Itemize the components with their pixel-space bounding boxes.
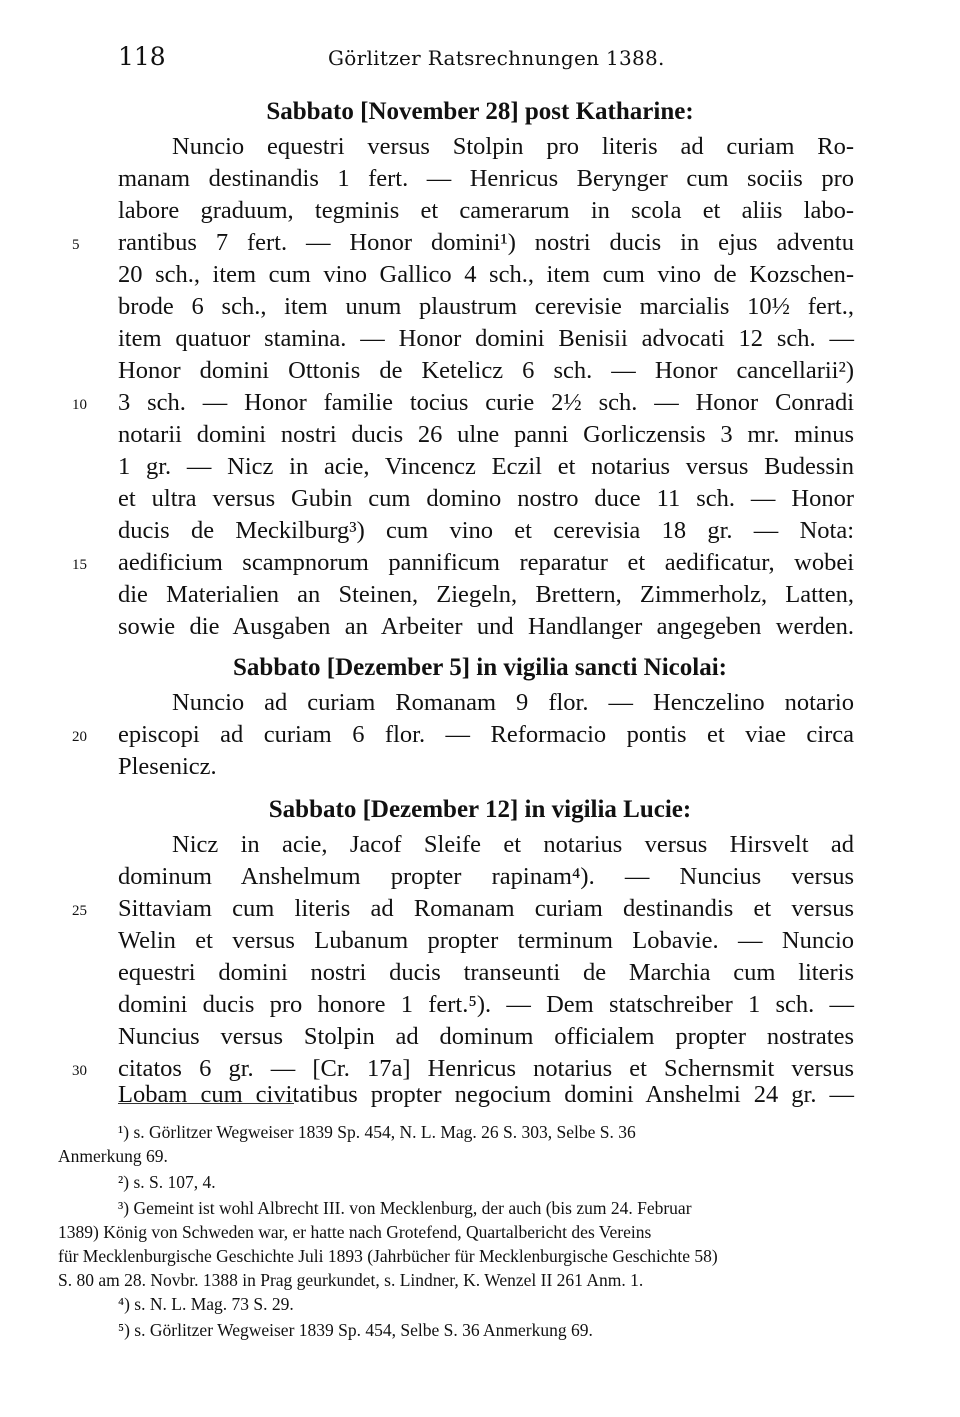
- text-line: et ultra versus Gubin cum domino nostro duce 11 sch. — Honor: [118, 485, 854, 512]
- footnote: ³) Gemeint ist wohl Albrecht III. von Mecklenburg, der auch (bis zum 24. Februar: [118, 1198, 692, 1218]
- text-line: Lobam cum civitatibus propter negocium domini Anshelmi 24 gr. —: [118, 1081, 854, 1108]
- line-number: 15: [72, 557, 87, 573]
- page-number: 118: [118, 42, 166, 71]
- text-line: ducis de Meckilburg³) cum vino et cerevisia 18 gr. — Nota:: [118, 517, 854, 544]
- text-line: episcopi ad curiam 6 flor. — Reformacio pontis et viae circa: [118, 721, 854, 748]
- text-line: domini ducis pro honore 1 fert.⁵). — Dem statschreiber 1 sch. —: [118, 991, 854, 1018]
- text-line: Welin et versus Lubanum propter terminum Lobavie. — Nuncio: [118, 927, 854, 954]
- text-line: rantibus 7 fert. — Honor domini¹) nostri ducis in ejus adventu: [118, 229, 854, 256]
- footnote-separator: [118, 1103, 294, 1104]
- text-line: Honor domini Ottonis de Ketelicz 6 sch. — Honor cancellarii²): [118, 357, 854, 384]
- footnote: Anmerkung 69.: [58, 1146, 168, 1166]
- text-line: brode 6 sch., item unum plaustrum cerevisie marcialis 10½ fert.,: [118, 293, 854, 320]
- text-line: sowie die Ausgaben an Arbeiter und Handlanger angegeben werden.: [118, 613, 854, 640]
- footnote: ⁵) s. Görlitzer Wegweiser 1839 Sp. 454, Selbe S. 36 Anmerkung 69.: [118, 1320, 593, 1340]
- text-line: 3 sch. — Honor familie tocius curie 2½ sch. — Honor Conradi: [118, 389, 854, 416]
- page-header: [118, 42, 858, 72]
- text-line: aedificium scampnorum pannificum reparatur et aedificatur, wobei: [118, 549, 854, 576]
- line-number: 5: [72, 237, 80, 253]
- footnote: ¹) s. Görlitzer Wegweiser 1839 Sp. 454, N. L. Mag. 26 S. 303, Selbe S. 36: [118, 1122, 636, 1142]
- footnote: ⁴) s. N. L. Mag. 73 S. 29.: [118, 1294, 294, 1314]
- text-line: Nuncio equestri versus Stolpin pro literis ad curiam Ro-: [172, 133, 854, 160]
- section-heading-november-28: Sabbato [November 28] post Katharine:: [266, 98, 694, 125]
- text-line: item quatuor stamina. — Honor domini Benisii advocati 12 sch. —: [118, 325, 854, 352]
- text-line: 1 gr. — Nicz in acie, Vincencz Eczil et notarius versus Budessin: [118, 453, 854, 480]
- line-number: 25: [72, 903, 87, 919]
- text-line: manam destinandis 1 fert. — Henricus Berynger cum sociis pro: [118, 165, 854, 192]
- text-line: equestri domini nostri ducis transeunti de Marchia cum literis: [118, 959, 854, 986]
- text-line: Sittaviam cum literis ad Romanam curiam destinandis et versus: [118, 895, 854, 922]
- text-line: Nicz in acie, Jacof Sleife et notarius versus Hirsvelt ad: [172, 831, 854, 858]
- running-title: Görlitzer Ratsrechnungen 1388.: [328, 46, 665, 70]
- text-line: notarii domini nostri ducis 26 ulne panni Gorliczensis 3 mr. minus: [118, 421, 854, 448]
- text-line: dominum Anshelmum propter rapinam⁴). — Nuncius versus: [118, 863, 854, 890]
- line-number: 30: [72, 1063, 87, 1079]
- footnote: ²) s. S. 107, 4.: [118, 1172, 216, 1192]
- text-line: labore graduum, tegminis et camerarum in scola et aliis labo-: [118, 197, 854, 224]
- text-line: 20 sch., item cum vino Gallico 4 sch., item cum vino de Kozschen-: [118, 261, 854, 288]
- text-line: Nuncio ad curiam Romanam 9 flor. — Henczelino notario: [172, 689, 854, 716]
- footnote: S. 80 am 28. Novbr. 1388 in Prag geurkundet, s. Lindner, K. Wenzel II 261 Anm. 1.: [58, 1270, 644, 1290]
- line-number: 20: [72, 729, 87, 745]
- section-heading-dezember-5: Sabbato [Dezember 5] in vigilia sancti Nicolai:: [233, 654, 727, 681]
- text-line: citatos 6 gr. — [Cr. 17a] Henricus notarius et Schernsmit versus: [118, 1055, 854, 1082]
- text-line: Nuncius versus Stolpin ad dominum officialem propter nostrates: [118, 1023, 854, 1050]
- text-line: die Materialien an Steinen, Ziegeln, Brettern, Zimmerholz, Latten,: [118, 581, 854, 608]
- text-line: Plesenicz.: [118, 753, 217, 780]
- line-number: 10: [72, 397, 87, 413]
- footnote: für Mecklenburgische Geschichte Juli 1893 (Jahrbücher für Mecklenburgische Geschichte 58): [58, 1246, 718, 1266]
- section-heading-dezember-12: Sabbato [Dezember 12] in vigilia Lucie:: [268, 796, 692, 823]
- footnote: 1389) König von Schweden war, er hatte nach Grotefend, Quartalbericht des Vereins: [58, 1222, 652, 1242]
